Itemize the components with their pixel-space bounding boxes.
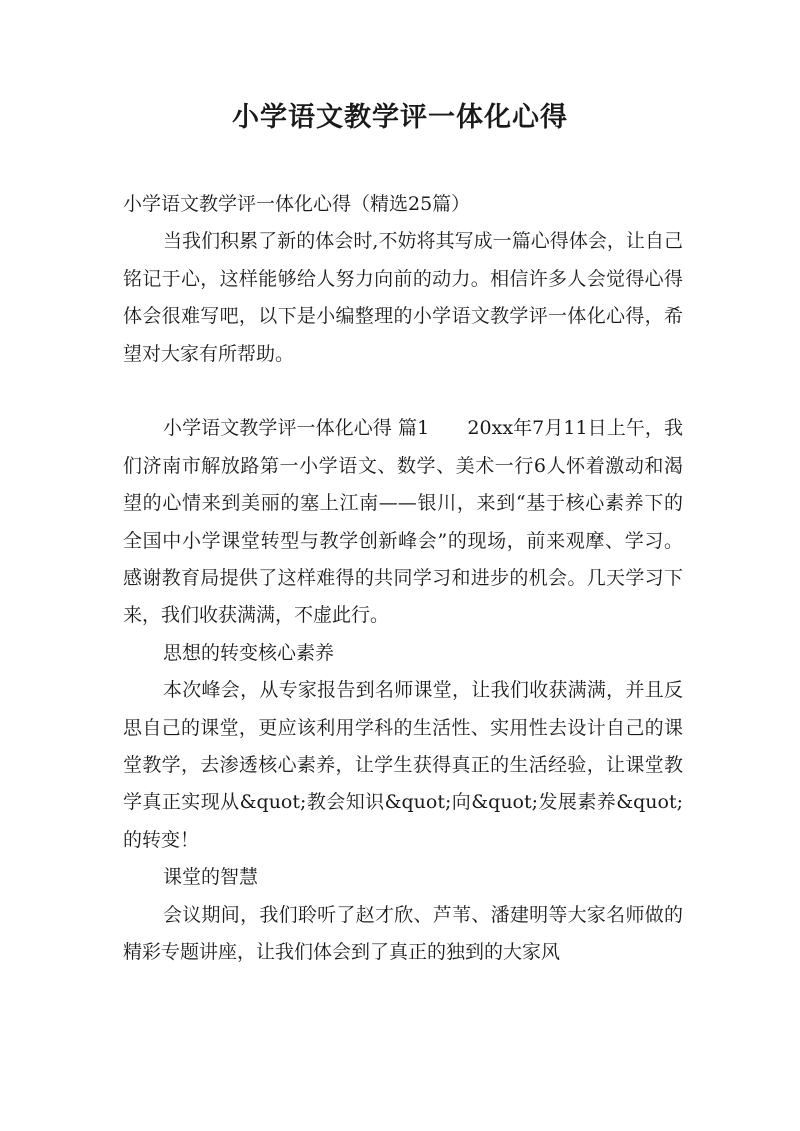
summit-paragraph: 本次峰会，从专家报告到名师课堂，让我们收获满满，并且反思自己的课堂，更应该利用学科的生活性、实用性去设计自己的课堂教学，去渗透核心素养，让学生获得真正的生活经验，让课堂教学真正实现从&quot;教会知识&quot;向&quot;发展素养&quot;的转变！	[123, 679, 683, 851]
subtitle-paragraph: 小学语文教学评一体化心得（精选25篇）	[123, 193, 471, 215]
document-body	[123, 186, 683, 972]
blank-line	[123, 373, 683, 410]
meeting-paragraph: 会议期间，我们聆听了赵才欣、芦苇、潘建明等大家名师做的精彩专题讲座，让我们体会到了真正的独到的大家风	[123, 903, 683, 964]
heading-classroom-wisdom: 课堂的智慧	[163, 866, 259, 889]
intro-paragraph: 当我们积累了新的体会时,不妨将其写成一篇心得体会，让自己铭记于心，这样能够给人努力向前的动力。相信许多人会觉得心得体会很难写吧，以下是小编整理的小学语文教学评一体化心得，希望对大家有所帮助。	[123, 230, 683, 365]
section-1-paragraph: 小学语文教学评一体化心得 篇1 20xx年7月11日上午，我们济南市解放路第一小学语文、数学、美术一行6人怀着激动和渴望的心情来到美丽的塞上江南——银川，来到“基于核心素养下的全国中小学课堂转型与教学创新峰会”的现场，前来观摩、学习。感谢教育局提供了这样难得的共同学习和进步的机会。几天学习下来，我们收获满满，不虚此行。	[123, 417, 683, 627]
heading-mindset-change: 思想的转变核心素养	[163, 641, 335, 664]
document-title: 小学语文教学评一体化心得	[232, 102, 568, 133]
